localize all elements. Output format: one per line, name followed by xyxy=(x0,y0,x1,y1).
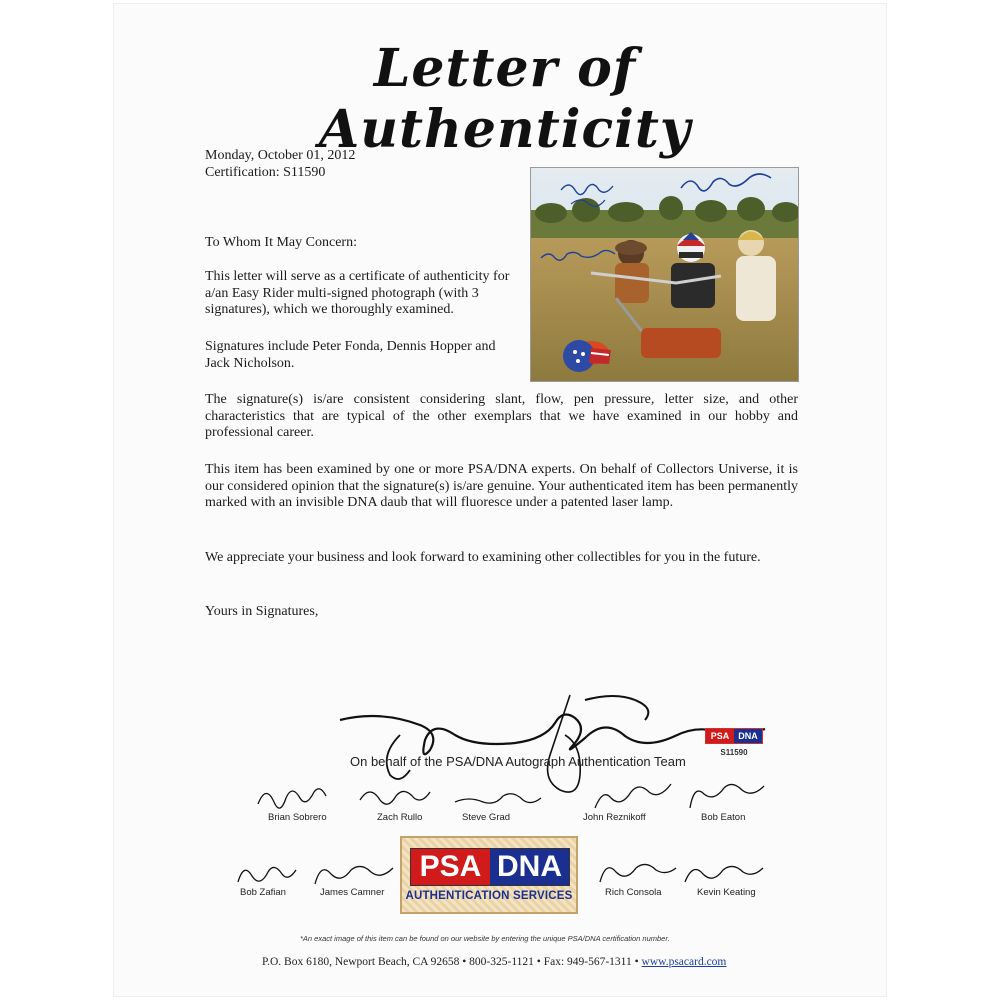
authenticator-name: Zach Rullo xyxy=(377,812,423,823)
logo-psa: PSA xyxy=(411,849,490,885)
authenticator-name: James Camner xyxy=(320,887,385,898)
sticker-logo xyxy=(705,728,763,744)
paragraph-item-description: This letter will serve as a certificate of authenticity for a/an Easy Rider multi-signed photograph (with 3 signatures), which we thoroughly examined. xyxy=(205,269,510,317)
sticker-dna: DNA xyxy=(734,729,762,743)
sticker-number: S11590 xyxy=(720,748,748,757)
paragraph-signatures: Signatures include Peter Fonda, Dennis Hopper and Jack Nicholson. xyxy=(205,339,496,371)
authenticator-name: Bob Zafian xyxy=(240,887,286,898)
authenticator-name: John Reznikoff xyxy=(583,812,646,823)
website-link[interactable]: www.psacard.com xyxy=(641,956,727,968)
logo-subtitle: AUTHENTICATION SERVICES xyxy=(405,890,573,902)
greeting: To Whom It May Concern: xyxy=(205,235,357,250)
authenticator-name: Kevin Keating xyxy=(697,887,756,898)
letter-date: Monday, October 01, 2012 xyxy=(205,148,356,163)
authenticator-name: Bob Eaton xyxy=(701,812,746,823)
team-line: On behalf of the PSA/DNA Autograph Authentication Team xyxy=(350,754,686,769)
authenticator-name: Brian Sobrero xyxy=(268,812,327,823)
photograph-image xyxy=(531,168,798,381)
closing: Yours in Signatures, xyxy=(205,604,319,619)
paragraph-analysis: The signature(s) is/are consistent considering slant, flow, pen pressure, letter size, and other characteristics that are typical of the other exemplars that we have examined in our hobby and professional career. xyxy=(205,392,798,440)
authenticator-name: Rich Consola xyxy=(605,887,662,898)
logo-wordmark xyxy=(410,848,570,886)
footer-contact xyxy=(262,956,726,968)
authenticator-signatures-row1 xyxy=(250,780,790,814)
footer-address: P.O. Box 6180, Newport Beach, CA 92658 • 800-325-1121 • Fax: 949-567-1311 • xyxy=(262,956,642,968)
certification-number: Certification: S11590 xyxy=(205,165,326,180)
signed-photograph xyxy=(530,167,799,382)
psa-dna-logo xyxy=(400,836,578,914)
paragraph-opinion: This item has been examined by one or more PSA/DNA experts. On behalf of Collectors Universe, it is our considered opinion that the signature(s) is/are genuine. Your authenticated item has been permanently marked with an invisible DNA daub that will fluoresce under a patented laser lamp. xyxy=(205,462,798,510)
logo-dna: DNA xyxy=(490,849,569,885)
letter-title: Letter of Authenticity xyxy=(318,38,692,160)
paragraph-appreciation: We appreciate your business and look forward to examining other collectibles for you in the future. xyxy=(205,550,761,565)
footnote: *An exact image of this item can be found on our website by entering the unique PSA/DNA certification number. xyxy=(300,934,670,943)
sticker-psa: PSA xyxy=(706,729,734,743)
authenticator-name: Steve Grad xyxy=(462,812,511,823)
certification-sticker xyxy=(705,728,763,757)
